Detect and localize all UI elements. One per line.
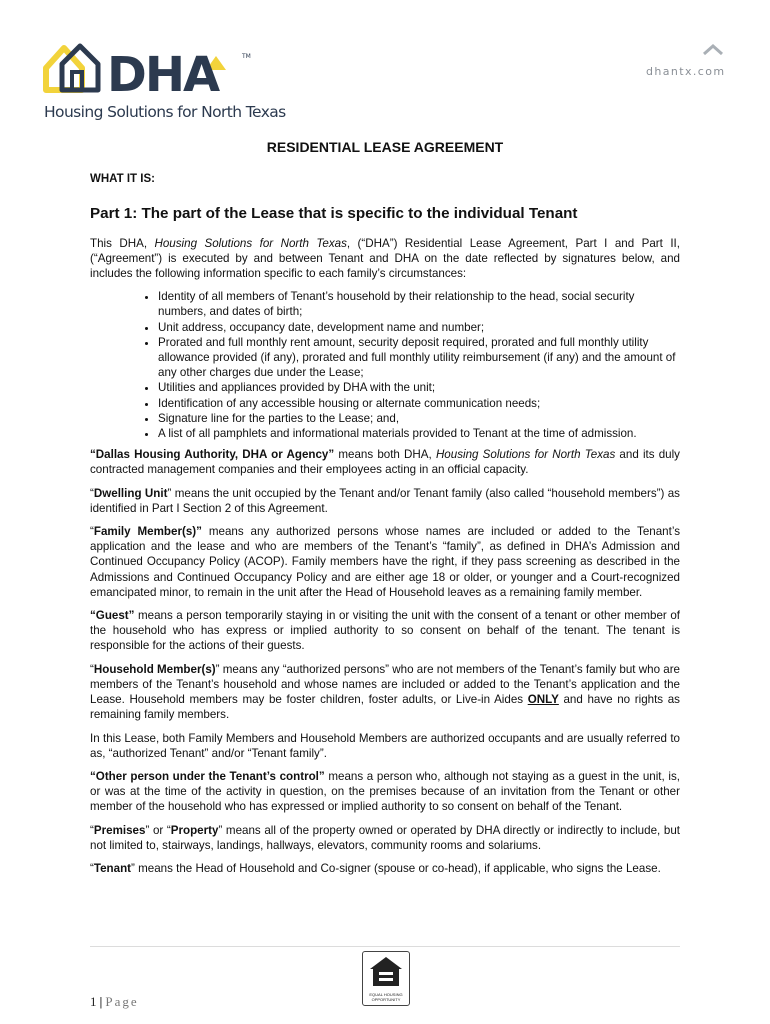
document-body [90, 140, 680, 884]
equal-housing-icon [363, 952, 409, 992]
part-heading: Part 1: The part of the Lease that is specific to the individual Tenant [90, 205, 578, 223]
definition-family-member: “Family Member(s)” means any authorized persons whose names are included or added to the Tenant’s application and the lease and who are members of the Tenant’s “family”, as defined in DHA’s Admission and Continued Occupancy Policy (ACOP). Family members have the right, if they pass screening as described in the Admissions and Continued Occupancy Policy and are either age 18 or older, or younger and a Court-recognized emancipated minor, to remain in the unit after the Head of Household leaves as a remaining family member. [90, 525, 680, 599]
dha-house-logo-icon [42, 42, 262, 104]
definition-guest: “Guest” means a person temporarily staying in or visiting the unit with the consent of a tenant or other member of the household who has express or implied authority to so consent on behalf of the tenant. The tenant is responsible for the actions of their guests. [90, 609, 680, 653]
footer-divider [90, 946, 680, 947]
page-header [0, 0, 770, 130]
authorized-occupants-paragraph: In this Lease, both Family Members and Household Members are authorized occupants and are usually referred to as, “authorized Tenant” and/or “Tenant family”. [90, 731, 680, 760]
list-item: • Identification of any accessible housing or alternate communication needs; [158, 396, 680, 411]
list-item: • Prorated and full monthly rent amount, security deposit required, prorated and full monthly utility allowance provided (if any), prorated and full monthly utility reimbursement (if any) and the amount of any other charges due under the Lease; [158, 335, 680, 381]
trademark-mark: TM [242, 53, 251, 60]
document-title: RESIDENTIAL LEASE AGREEMENT [266, 139, 504, 155]
dha-logo [42, 42, 286, 126]
what-it-is-label: WHAT IT IS: [90, 173, 155, 186]
definition-other-person: “Other person under the Tenant’s control” means a person who, although not staying as a guest in the unit, is, or was at the time of the activity in question, on the premises because of an invitation from the Tenant or other member of the household who has expressed or implied authority to so consent on behalf of the Tenant. [90, 769, 680, 814]
equal-housing-logo [362, 951, 410, 1006]
definition-premises: “Premises” or “Property” means all of the property owned or operated by DHA directly or indirectly to include, but not limited to, stairways, landings, hallways, elevators, community rooms and solariums. [90, 823, 680, 852]
page-number: 1 | Page [90, 994, 139, 1009]
logo-wordmark: DHA [107, 47, 219, 103]
definition-household-member: “Household Member(s)” means any “authorized persons” who are not members of the Tenant’s family but who are members of the Tenant’s household and whose names are included or added to the Tenant’s application and the Lease. Household members may be foster children, foster adults, or Live-in Aides ONLY and have no rights as remaining family members. [90, 662, 681, 722]
definition-dwelling-unit: “Dwelling Unit” means the unit occupied by the Tenant and/or Tenant family (also called “household members”) as identified in Part I Section 2 of this Agreement. [90, 486, 680, 515]
equal-housing-caption: EQUAL HOUSING OPPORTUNITY [369, 992, 403, 1002]
list-item: • Utilities and appliances provided by DHA with the unit; [158, 380, 680, 395]
site-url: dhantx.com [646, 65, 726, 78]
list-item: • Unit address, occupancy date, development name and number; [158, 320, 680, 335]
list-item: • Identity of all members of Tenant’s household by their relationship to the head, social security numbers, and dates of birth; [158, 289, 680, 319]
definition-tenant: “Tenant” means the Head of Household and Co-signer (spouse or co-head), if applicable, who signs the Lease. [90, 861, 661, 875]
intro-paragraph: This DHA, Housing Solutions for North Texas, (“DHA”) Residential Lease Agreement, Part I and Part II, (“Agreement”) is executed by and between Tenant and DHA on the date reflected by signatures below, and includes the following information specific to each family’s circumstances: [90, 236, 680, 281]
info-bullet-list [90, 289, 680, 441]
chevron-up-icon[interactable] [702, 42, 724, 56]
list-item: • A list of all pamphlets and informational materials provided to Tenant at the time of admission. [158, 426, 680, 441]
definition-dallas-housing-authority: “Dallas Housing Authority, DHA or Agency” means both DHA, Housing Solutions for North Texas and its duly contracted management companies and their employees acting in an official capacity. [90, 448, 680, 477]
list-item: • Signature line for the parties to the Lease; and, [158, 411, 680, 426]
logo-tagline: Housing Solutions for North Texas [44, 103, 286, 121]
